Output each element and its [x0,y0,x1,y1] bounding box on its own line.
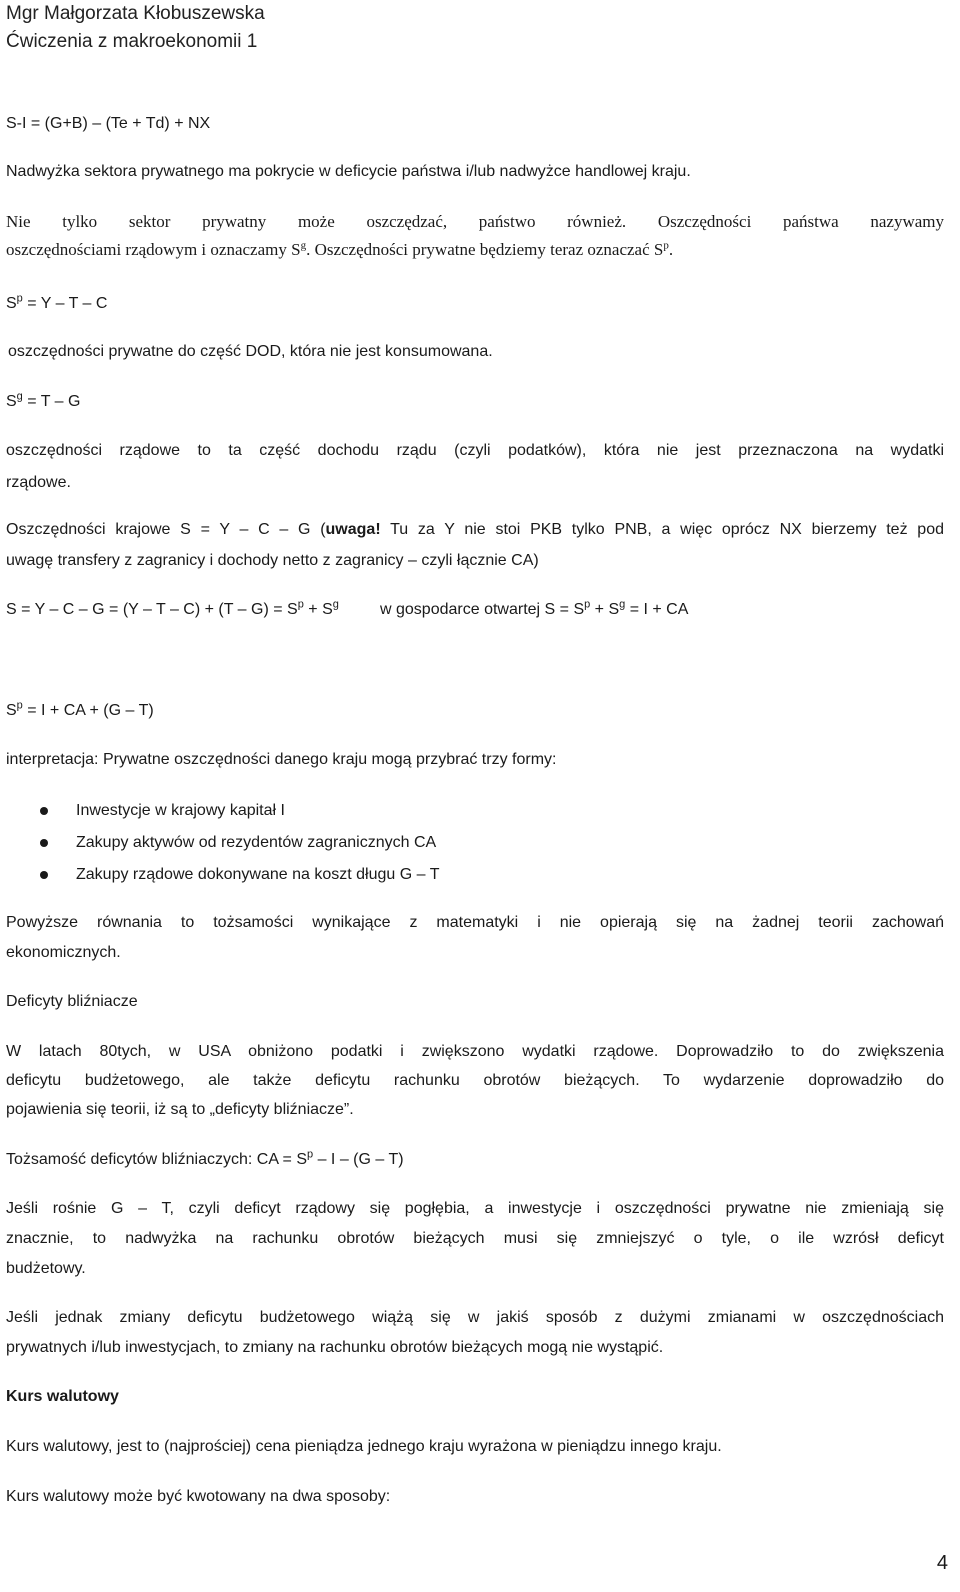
exchange-rate-definition: Kurs walutowy, jest to (najprościej) cena pieniądza jednego kraju wyrażona w pieniądzu innego kraju. [6,1438,722,1455]
equation-national-savings-decomposition: $S = Y - C - G = (Y - T - C) + (T - G) = S^p + S^g$ [6,598,339,618]
course-title: Ćwiczenia z makroekonomii 1 [6,31,258,52]
list-item: Zakupy rządowe dokonywane na koszt długu G – T [40,865,439,897]
deficit-effect-paragraph-line2: znacznie, to nadwyżka na rachunku obrotów bieżących musi się zmniejszyć o tyle, o ile wzrósł deficyt [6,1230,944,1247]
savings-change-paragraph-line1: Jeśli jednak zmiany deficytu budżetowego wiążą się w jakiś sposób z dużymi zmianami w oszczędnościach [6,1309,944,1326]
national-savings-line2: uwagę transfery z zagranicy i dochody netto z zagranicy – czyli łącznie CA) [6,552,539,569]
author-name: Mgr Małgorzata Kłobuszewska [6,3,265,24]
section-heading-twin-deficits: Deficyty bliźniacze [6,993,138,1010]
government-savings-description-line1: oszczędności rządowe to ta część dochodu rządu (czyli podatków), która nie jest przeznaczona na wydatki [6,442,944,459]
page-number: 4 [936,1552,948,1574]
equation-private-savings-uses: $S^p = I$ + CA + (G – T) [6,699,154,719]
twin-deficits-identity: Tożsamość deficytów bliźniaczych: CA = $S^p$ – I – (G – T) [6,1148,404,1168]
twin-deficits-paragraph-line1: W latach 80tych, w USA obniżono podatki i zwiększono wydatki rządowe. Doprowadziło to do zwiększenia [6,1043,944,1060]
paragraph-state-savings-line2: oszczędnościami rządowym i oznaczamy $S^g$. Oszczędności prywatne będziemy teraz oznaczać $S^p$. [6,239,674,259]
deficit-effect-paragraph-line3: budżetowy. [6,1260,86,1277]
bullet-icon [40,871,48,879]
national-savings-line1: Oszczędności krajowe S = Y – C – G (uwaga! Tu za Y nie stoi PKB tylko PNB, a więc oprócz NX bierzemy też pod [6,521,944,538]
list-item: Inwestycje w krajowy kapitał I [40,801,439,833]
list-item: Zakupy aktywów od rezydentów zagranicznych CA [40,833,439,865]
equation-savings-investment: S-I = (G+B) – (Te + Td) + NX [6,115,211,132]
twin-deficits-paragraph-line3: pojawienia się teorii, iż są to „deficyty bliźniacze”. [6,1101,354,1118]
paragraph-state-savings-line1: Nie tylko sektor prywatny może oszczędzać, państwo również. Oszczędności państwa nazywamy [6,212,944,231]
interpretation-text: interpretacja: Prywatne oszczędności danego kraju mogą przybrać trzy formy: [6,751,557,768]
equation-government-savings: $S^g = T - G$ [6,390,81,410]
twin-deficits-paragraph-line2: deficytu budżetowego, ale także deficytu rachunku obrotów bieżących. To wydarzenie doprowadziło do [6,1072,944,1089]
bullet-icon [40,807,48,815]
paragraph-private-surplus: Nadwyżka sektora prywatnego ma pokrycie w deficycie państwa i/lub nadwyżce handlowej kraju. [6,163,691,180]
government-savings-description-line2: rządowe. [6,474,71,491]
savings-change-paragraph-line2: prywatnych i/lub inwestycjach, to zmiany na rachunku obrotów bieżących mogą nie wystąpić. [6,1339,664,1356]
section-heading-exchange-rate: Kurs walutowy [6,1388,119,1405]
equation-open-economy: w gospodarce otwartej $S = S^p + S^g = I$ + CA [380,598,689,618]
private-savings-description: oszczędności prywatne do część DOD, która nie jest konsumowana. [8,343,493,360]
bullet-icon [40,839,48,847]
exchange-rate-quotation: Kurs walutowy może być kwotowany na dwa sposoby: [6,1488,391,1505]
page-header [6,0,265,56]
identities-note-line2: ekonomicznych. [6,944,121,961]
identities-note-line1: Powyższe równania to tożsamości wynikające z matematyki i nie opierają się na żadnej teorii zachowań [6,914,944,931]
savings-forms-list [40,801,439,897]
deficit-effect-paragraph-line1: Jeśli rośnie G – T, czyli deficyt rządowy się pogłębia, a inwestycje i oszczędności prywatne nie zmieniają się [6,1200,944,1217]
equation-private-savings: $S^p = Y - T - C$ [6,292,108,312]
